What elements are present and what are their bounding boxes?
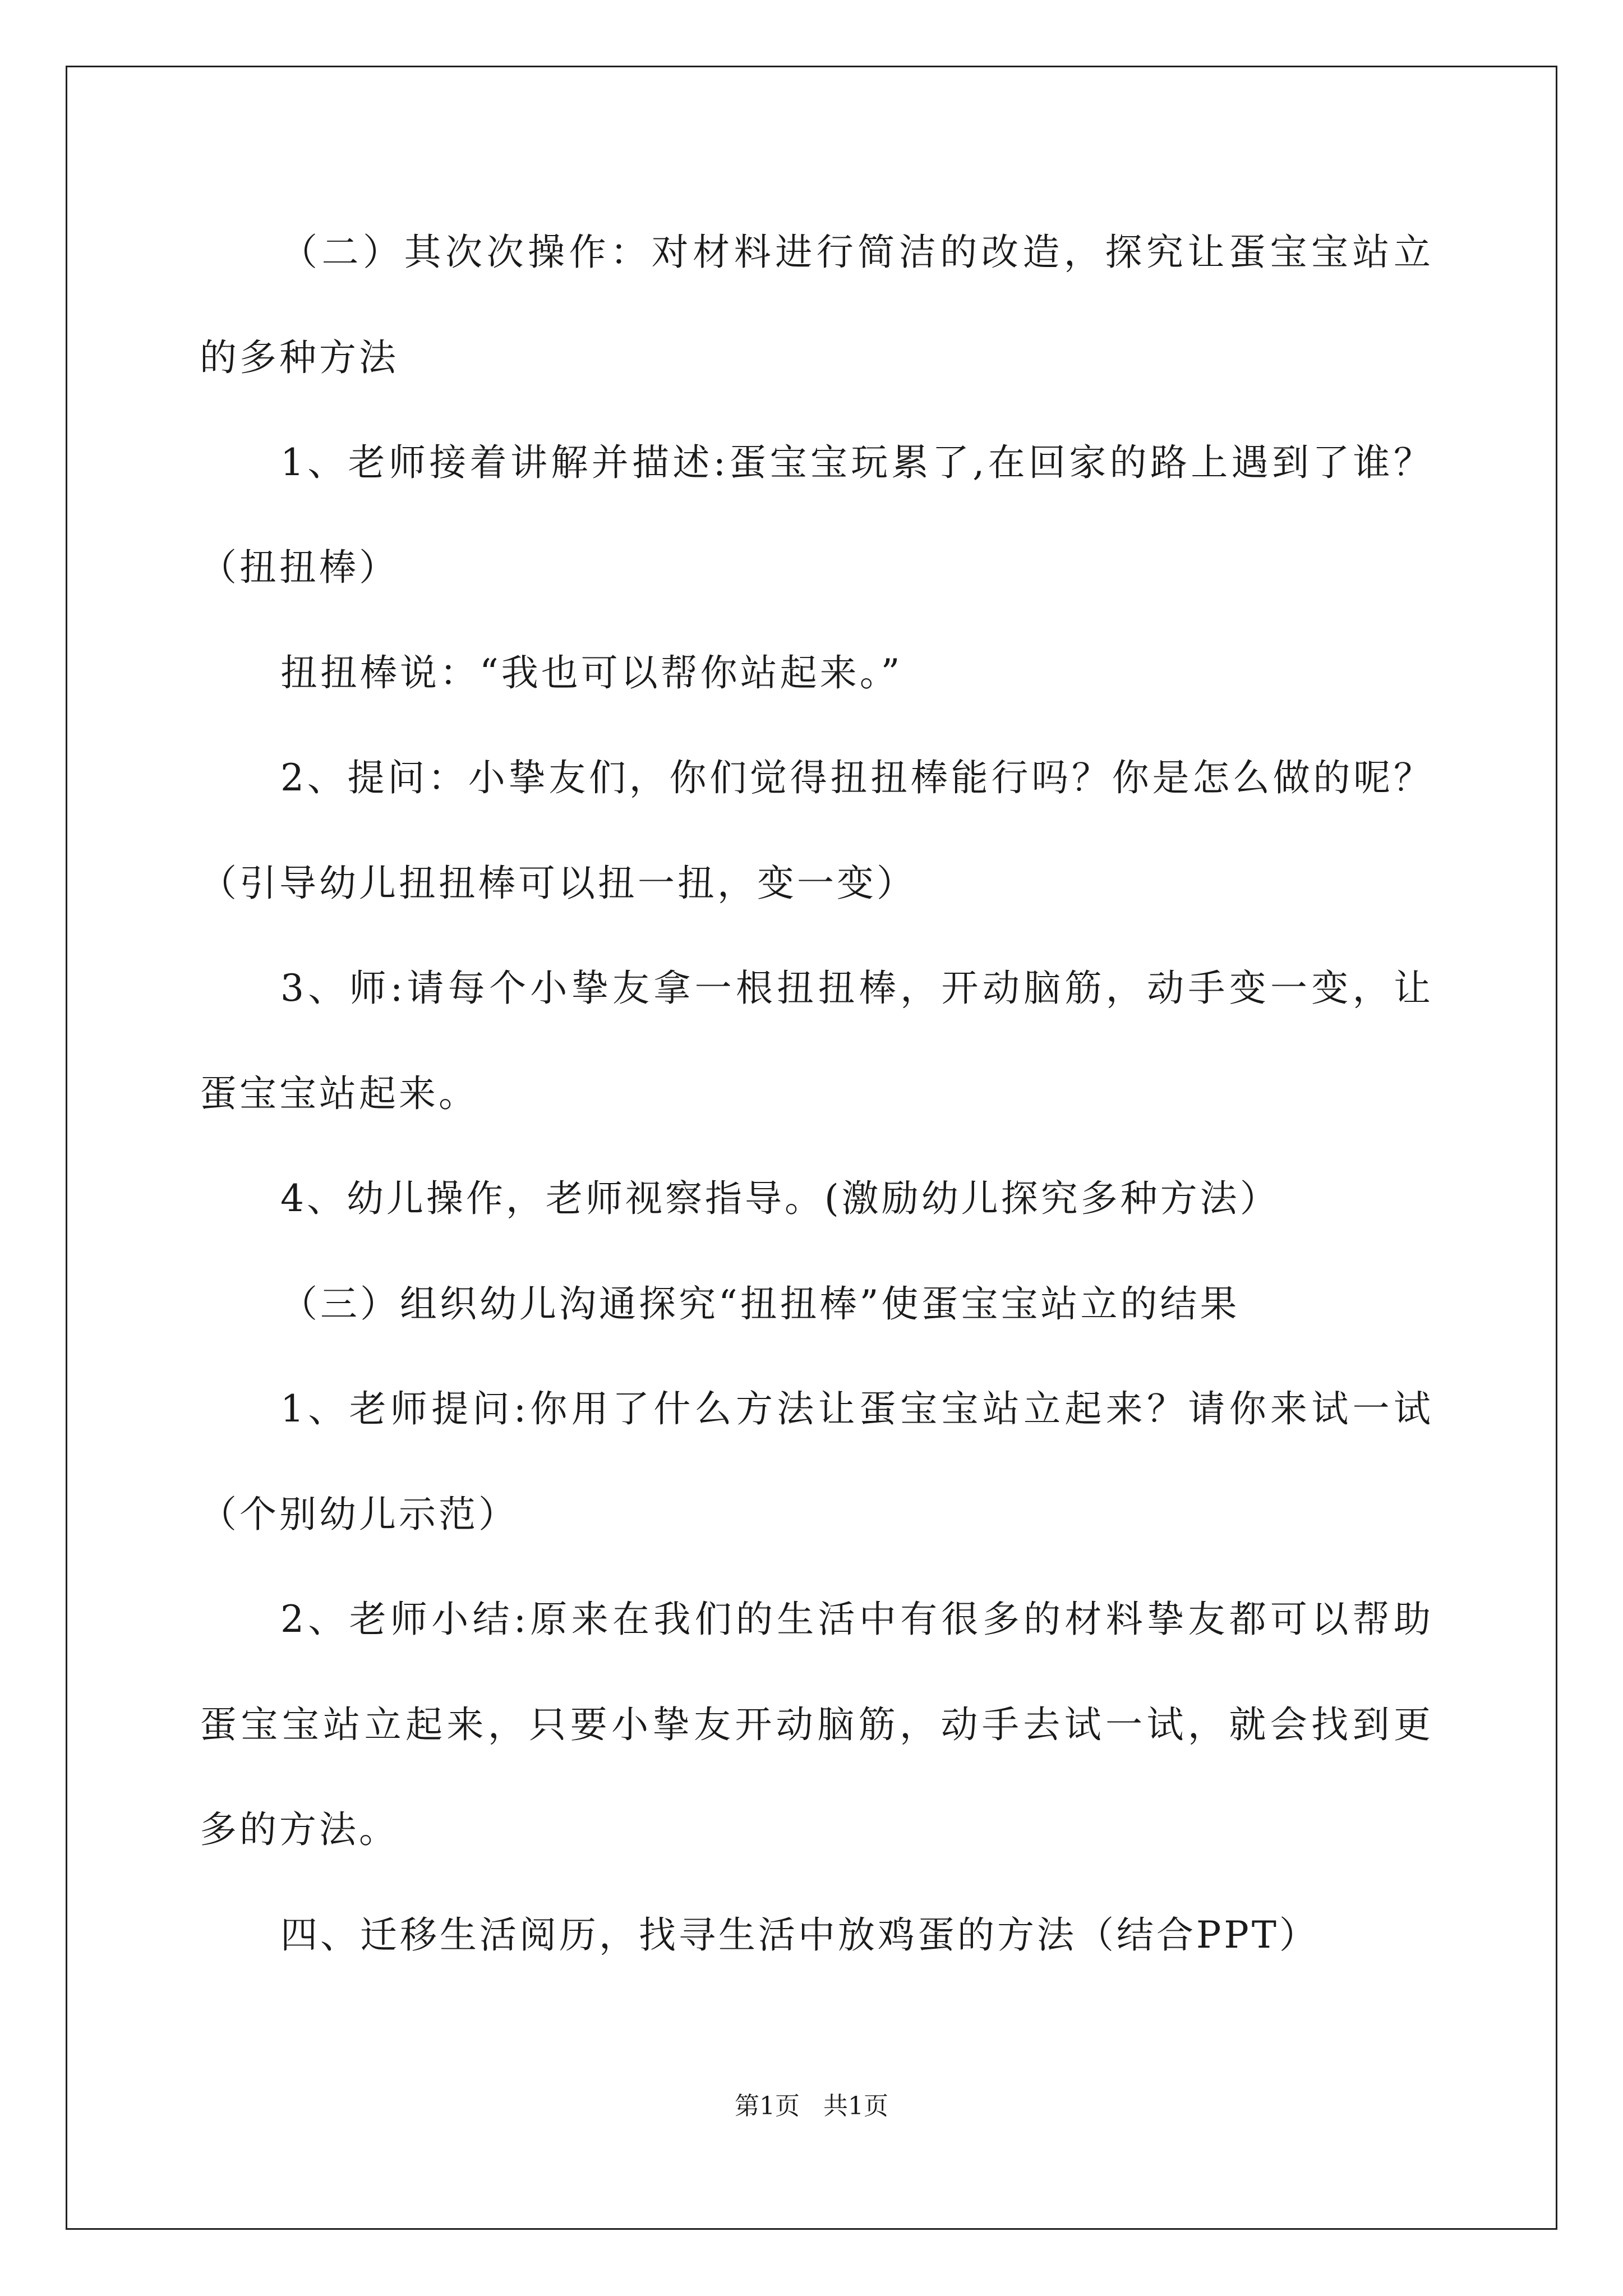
paragraph-line-7: （引导幼儿扭扭棒可以扭一扭，变一变） [200,862,916,905]
paragraph-line-17: 四、迁移生活阅历，找寻生活中放鸡蛋的方法（结合PPT） [280,1913,1319,1957]
paragraph-line-9: 蛋宝宝站起来。 [200,1072,478,1115]
paragraph-line-5: 扭扭棒说：“我也可以帮你站起来。” [280,651,903,694]
page-footer: 第1页 共1页 [735,2092,888,2120]
paragraph-line-16: 多的方法。 [200,1808,399,1851]
paragraph-line-10: 4、幼儿操作，老师视察指导。(激励幼儿探究多种方法） [280,1177,1280,1220]
page-border [66,66,1557,2230]
paragraph-line-11: （三）组织幼儿沟通探究“扭扭棒”使蛋宝宝站立的结果 [280,1282,1240,1326]
paragraph-line-13: （个别幼儿示范） [200,1493,518,1536]
paragraph-line-15: 蛋宝宝站立起来，只要小挚友开动脑筋，动手去试一试，就会找到更 [200,1703,1433,1746]
paragraph-line-6: 2、提问：小挚友们，你们觉得扭扭棒能行吗？你是怎么做的呢？ [280,756,1433,799]
paragraph-line-4: （扭扭棒） [200,546,399,589]
paragraph-line-12: 1、老师提问:你用了什么方法让蛋宝宝站立起来？请你来试一试 [280,1387,1433,1430]
paragraph-line-14: 2、老师小结:原来在我们的生活中有很多的材料挚友都可以帮助 [280,1598,1433,1641]
paragraph-line-1: （二）其次次操作：对材料进行简洁的改造，探究让蛋宝宝站立 [280,231,1433,274]
paragraph-line-3: 1、老师接着讲解并描述:蛋宝宝玩累了,在回家的路上遇到了谁？ [280,441,1433,484]
paragraph-line-2: 的多种方法 [200,336,399,379]
paragraph-line-8: 3、师:请每个小挚友拿一根扭扭棒，开动脑筋，动手变一变，让 [280,967,1433,1010]
